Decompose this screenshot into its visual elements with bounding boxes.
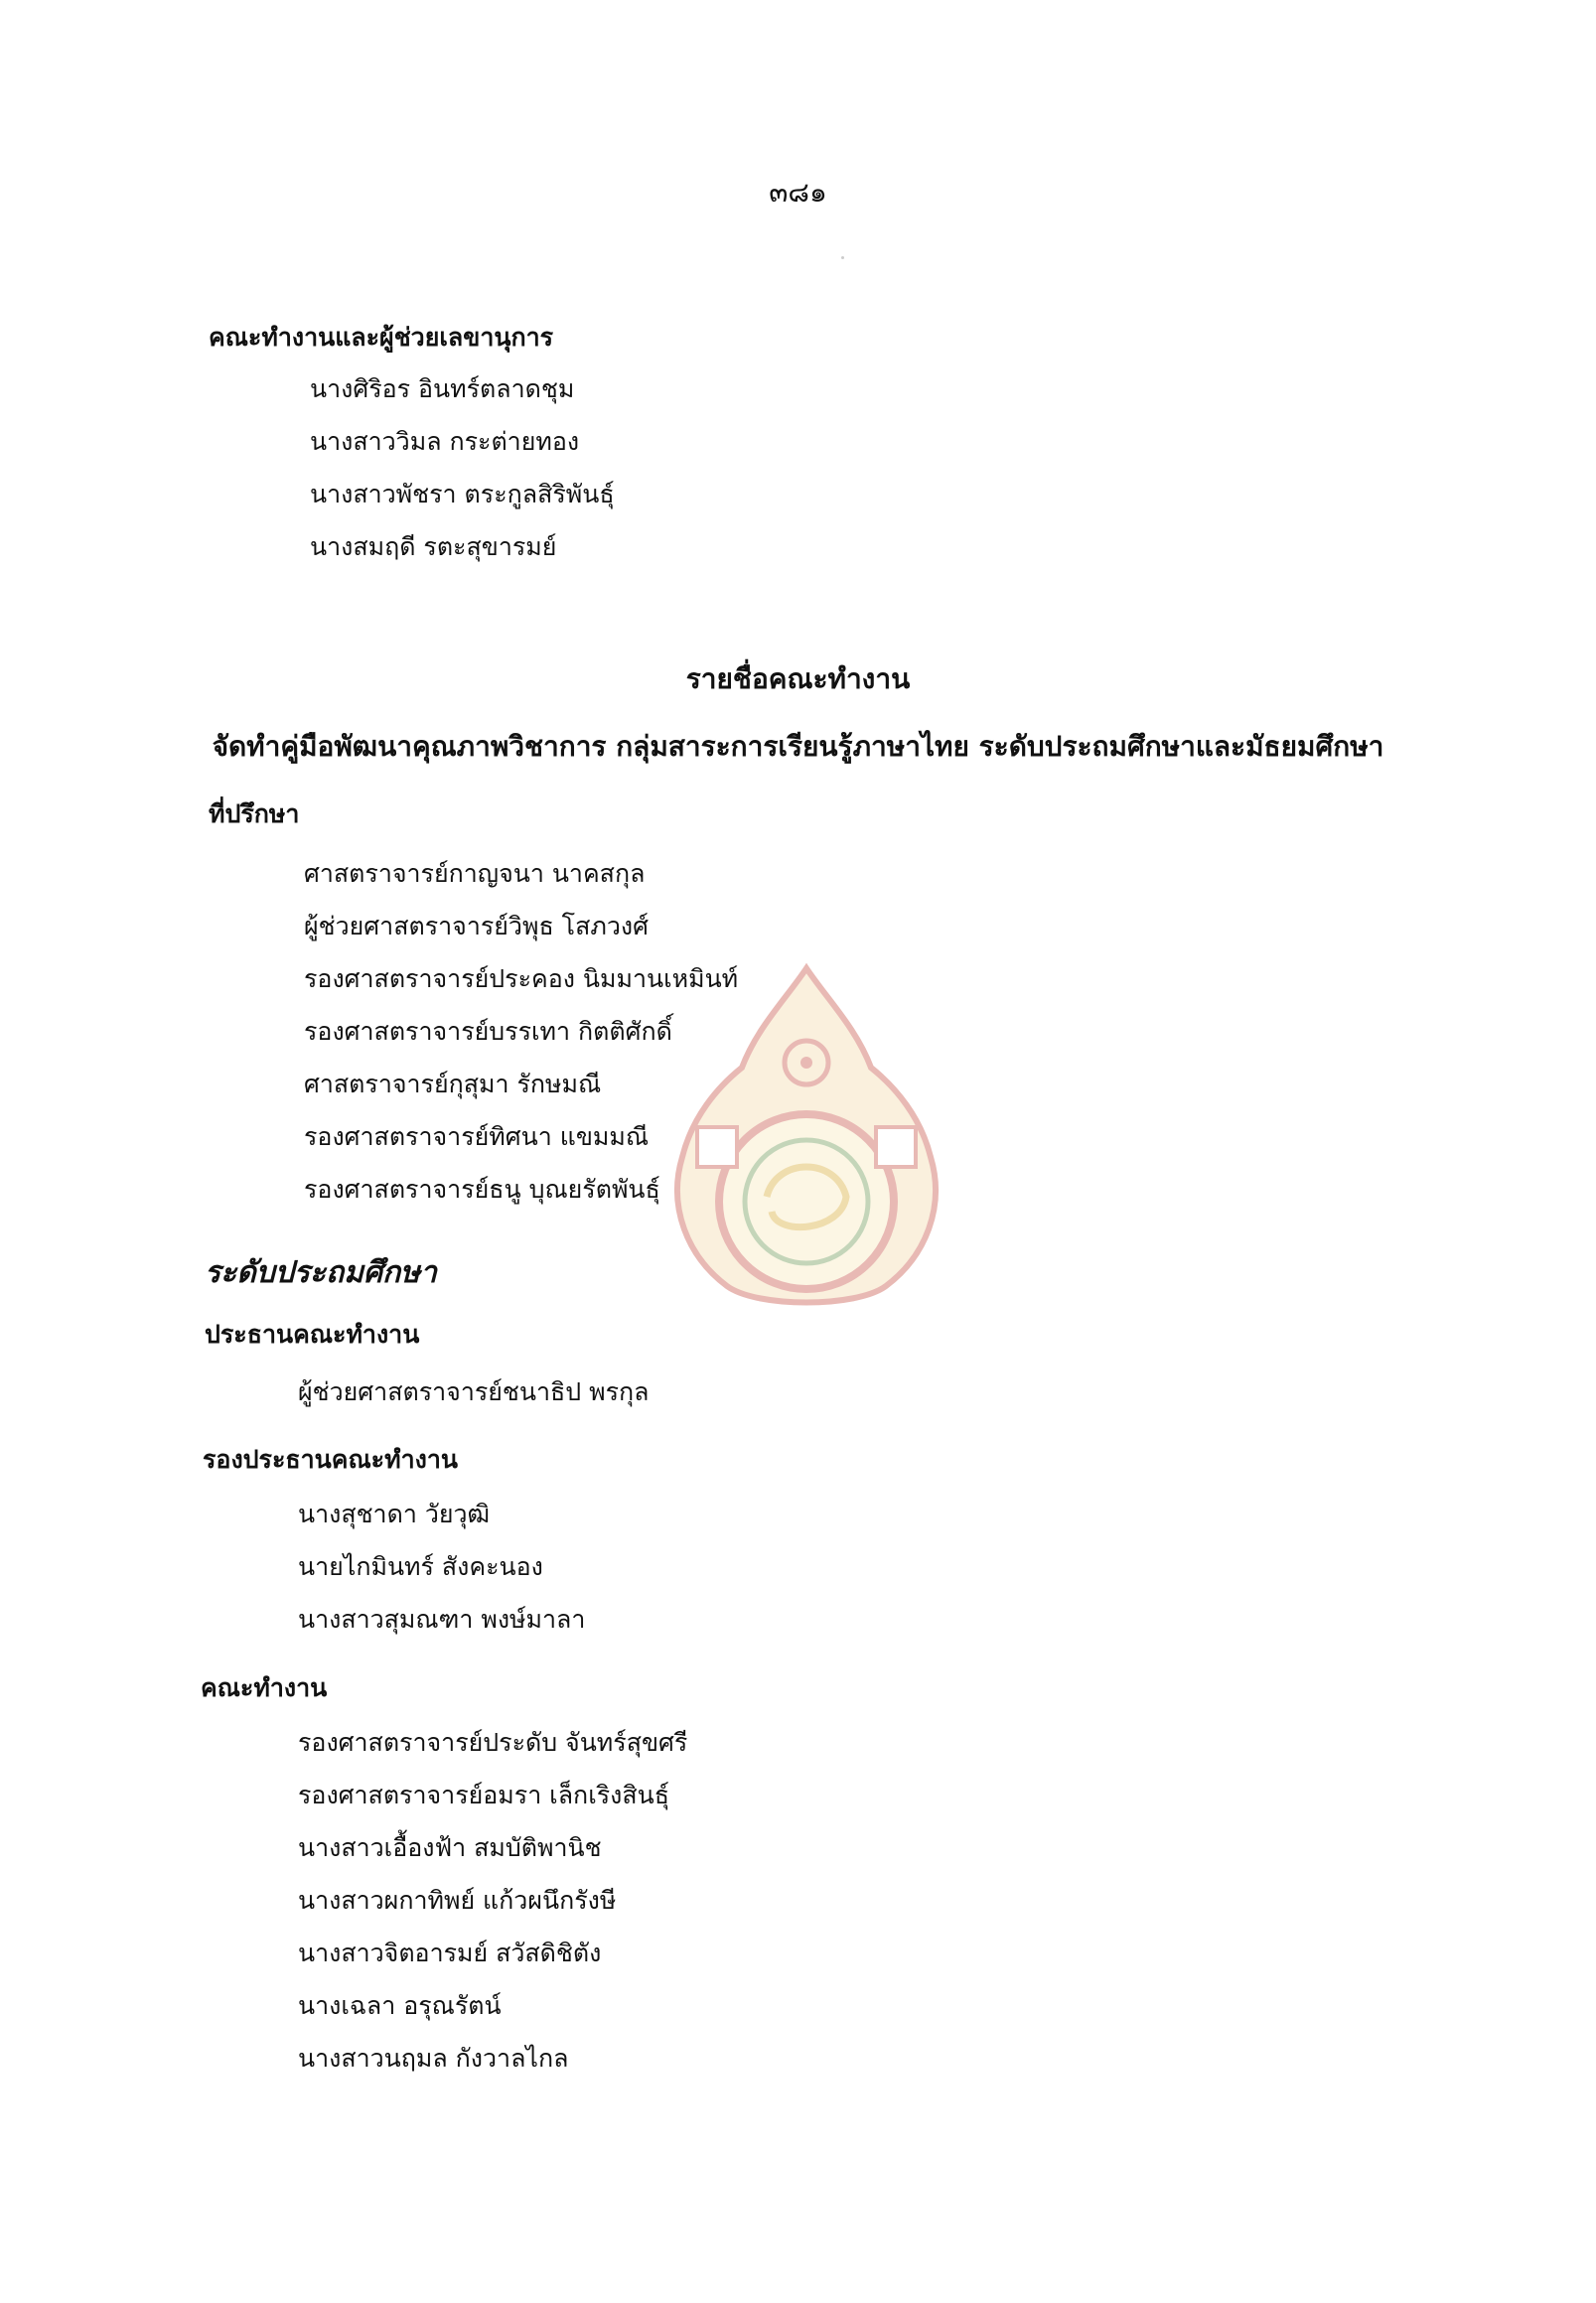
advisor-member: รองศาสตราจารย์ธนู บุณยรัตพันธุ์ — [304, 1175, 660, 1204]
secretariat-heading: คณะทำงานและผู้ช่วยเลขานุการ — [209, 323, 554, 352]
working-group-member: นางสาวจิตอารมย์ สวัสดิชิตัง — [298, 1939, 602, 1967]
secretariat-member: นางสมฤดี รตะสุขารมย์ — [310, 532, 557, 561]
vice-chair-member: นายไกมินทร์ สังคะนอง — [298, 1552, 543, 1581]
secretariat-member: นางสาววิมล กระต่ายทอง — [310, 427, 580, 456]
chair-member: ผู้ช่วยศาสตราจารย์ชนาธิป พรกุล — [298, 1377, 650, 1406]
advisors-heading: ที่ปรึกษา — [209, 799, 300, 828]
level-heading: ระดับประถมศึกษา — [205, 1255, 437, 1290]
list-subtitle: จัดทำคู่มือพัฒนาคุณภาพวิชาการ กลุ่มสาระการเรียนรู้ภาษาไทย ระดับประถมศึกษาและมัธยมศึกษา — [212, 730, 1384, 763]
advisor-member: ศาสตราจารย์กุสุมา รักษมณี — [304, 1070, 602, 1098]
working-group-member: นางสาวนฤมล กังวาลไกล — [298, 2044, 569, 2073]
working-group-heading: คณะทำงาน — [201, 1673, 328, 1702]
list-title: รายชื่อคณะทำงาน — [685, 662, 911, 695]
working-group-member: รองศาสตราจารย์อมรา เล็กเริงสินธุ์ — [298, 1781, 669, 1809]
advisor-member: รองศาสตราจารย์ทิศนา แขมมณี — [304, 1122, 650, 1151]
working-group-member: นางเฉลา อรุณรัตน์ — [298, 1991, 502, 2020]
obec-seal-watermark — [657, 958, 955, 1316]
advisor-member: รองศาสตราจารย์บรรเทา กิตติศักดิ์ — [304, 1017, 672, 1046]
advisor-member: ผู้ช่วยศาสตราจารย์วิพุธ โสภวงศ์ — [304, 912, 649, 940]
scan-speck — [841, 256, 844, 259]
secretariat-member: นางศิริอร อินทร์ตลาดชุม — [310, 374, 575, 403]
advisor-member: ศาสตราจารย์กาญจนา นาคสกุล — [304, 859, 646, 888]
working-group-member: นางสาวเอื้องฟ้า สมบัติพานิช — [298, 1833, 602, 1862]
working-group-member: นางสาวผกาทิพย์ แก้วผนึกรังษี — [298, 1886, 617, 1915]
advisor-member: รองศาสตราจารย์ประคอง นิมมานเหมินท์ — [304, 964, 739, 993]
page-number: ๓๘๑ — [769, 176, 827, 209]
working-group-member: รองศาสตราจารย์ประดับ จันทร์สุขศรี — [298, 1728, 688, 1757]
chair-heading: ประธานคณะทำงาน — [205, 1320, 420, 1349]
secretariat-member: นางสาวพัชรา ตระกูลสิริพันธุ์ — [310, 480, 615, 508]
vice-chair-member: นางสุชาดา วัยวุฒิ — [298, 1500, 491, 1528]
vice-chair-heading: รองประธานคณะทำงาน — [203, 1445, 458, 1474]
vice-chair-member: นางสาวสุมณฑา พงษ์มาลา — [298, 1605, 586, 1634]
